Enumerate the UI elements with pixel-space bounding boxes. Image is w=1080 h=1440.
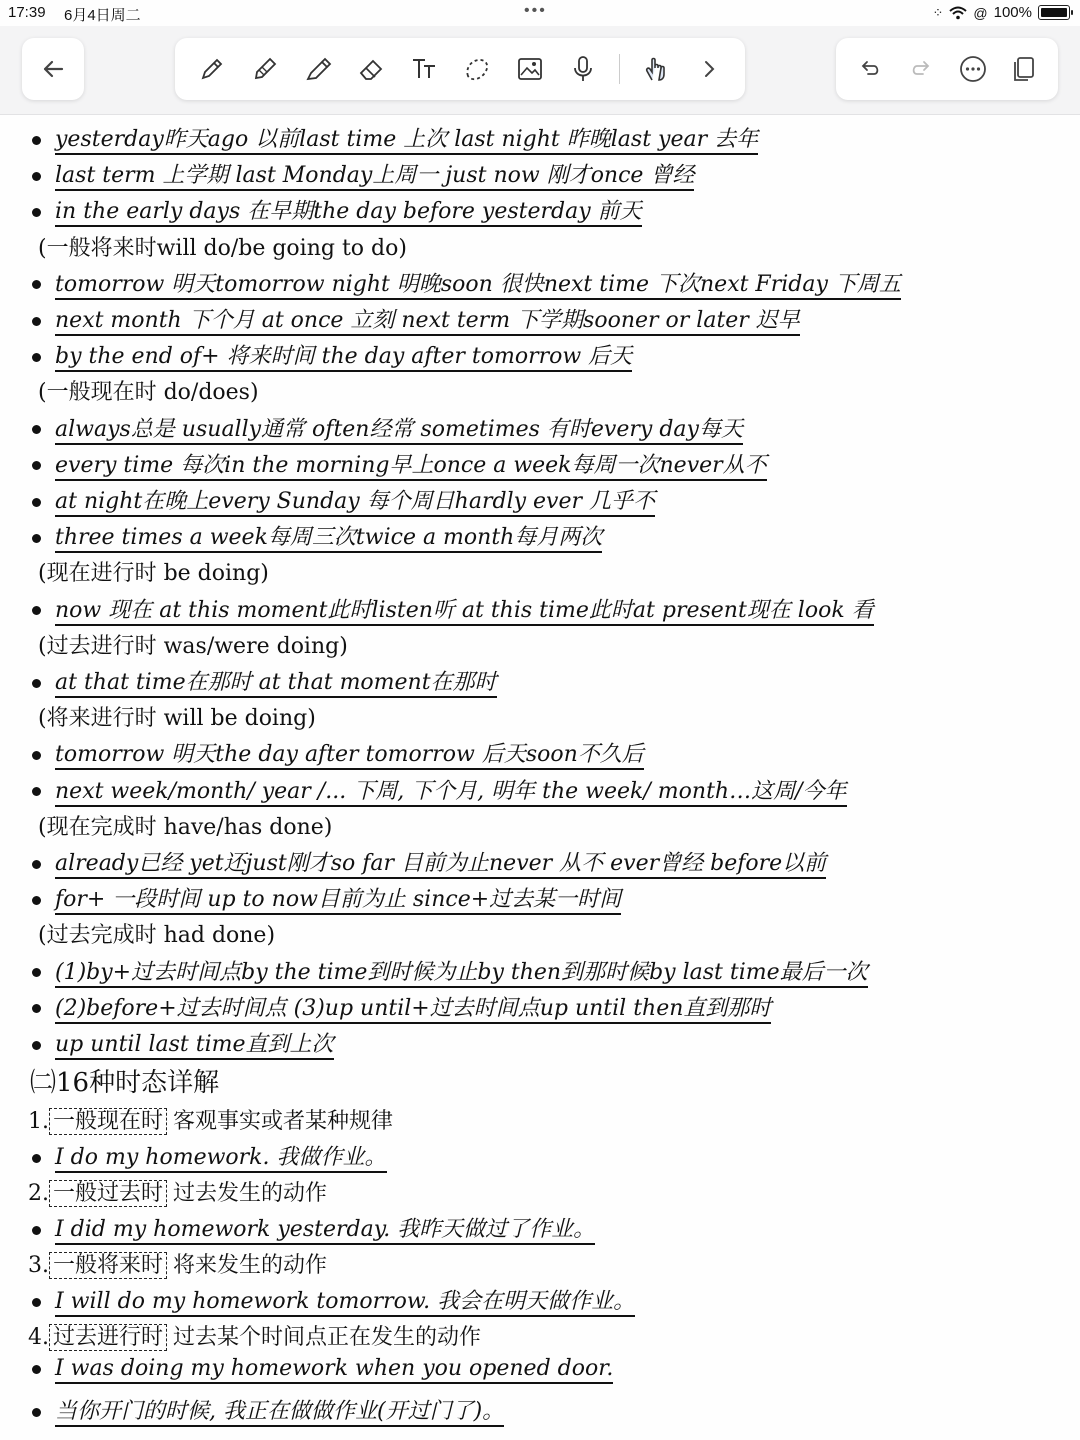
undo-icon xyxy=(855,54,885,84)
list-item xyxy=(32,122,758,153)
list-item xyxy=(32,991,771,1022)
redo-button[interactable] xyxy=(904,52,938,86)
list-item xyxy=(32,1027,334,1058)
list-item-text: at that time在那时 at that moment在那时 xyxy=(55,670,497,698)
example-sentence: I will do my homework tomorrow. 我会在明天做作业。 xyxy=(55,1289,635,1317)
pages-button[interactable] xyxy=(1007,52,1041,86)
back-button[interactable] xyxy=(22,38,84,100)
bullet-dot xyxy=(32,425,41,434)
list-item xyxy=(32,846,826,877)
redo-icon xyxy=(906,54,936,84)
list-item-text: already已经 yet还just刚才so far 目前为止never 从不 ever曾经 before以前 xyxy=(55,851,826,879)
pencil-icon xyxy=(250,54,280,84)
tense-number: 3. xyxy=(28,1253,49,1278)
bullet-dot xyxy=(32,461,41,470)
list-item-text: three times a week每周三次twice a month每月两次 xyxy=(55,525,602,553)
list-item-text: (2)before+过去时间点 (3)up until+过去时间点up until then直到那时 xyxy=(55,996,771,1024)
list-item xyxy=(32,593,874,624)
image-icon xyxy=(515,54,545,84)
example-sentence: I was doing my homework when you opened door. xyxy=(55,1356,613,1384)
list-item-text: tomorrow 明天tomorrow night 明晚soon 很快next time 下次next Friday 下周五 xyxy=(55,272,901,300)
tense-title xyxy=(28,1248,327,1279)
list-item xyxy=(32,1140,387,1171)
undo-button[interactable] xyxy=(853,52,887,86)
bullet-dot xyxy=(32,860,41,869)
list-item-text: next week/month/ year /... 下周, 下个月, 明年 the week/ month…这周/今年 xyxy=(55,779,847,807)
list-item xyxy=(32,339,632,370)
bullet-dot xyxy=(32,534,41,543)
tense-description: 过去某个时间点正在发生的动作 xyxy=(173,1325,482,1350)
list-item xyxy=(32,484,655,515)
text-icon xyxy=(409,54,439,84)
highlighter-tool[interactable] xyxy=(301,52,335,86)
wifi-icon xyxy=(949,6,967,20)
back-arrow-icon xyxy=(38,54,68,84)
orientation-lock-icon: @ xyxy=(973,4,988,21)
list-item-text: up until last time直到上次 xyxy=(55,1032,334,1060)
list-item-text: in the early days 在早期the day before yesterday 前天 xyxy=(55,199,642,227)
bullet-dot xyxy=(32,1041,41,1050)
highlighter-icon xyxy=(303,54,333,84)
example-sentence: I do my homework. 我做作业。 xyxy=(55,1145,387,1173)
multitask-dots[interactable]: ••• xyxy=(524,2,547,19)
list-item-text: always总是 usually通常 often经常 sometimes 有时every day每天 xyxy=(55,417,743,445)
pen-icon xyxy=(197,54,227,84)
bullet-dot xyxy=(32,353,41,362)
list-item xyxy=(32,955,868,986)
toolbar xyxy=(0,26,1080,115)
image-tool[interactable] xyxy=(513,52,547,86)
example-sentence: I did my homework yesterday. 我昨天做过了作业。 xyxy=(55,1217,595,1245)
tense-number: 1. xyxy=(28,1109,49,1134)
tense-description: 客观事实或者某种规律 xyxy=(173,1109,394,1134)
list-item xyxy=(32,737,644,768)
list-item xyxy=(32,448,767,479)
touch-mode-tool[interactable] xyxy=(639,52,673,86)
action-buttons xyxy=(836,38,1058,100)
list-item-text: last term 上学期 last Monday上周一 just now 刚才once 曾经 xyxy=(55,163,694,191)
list-item xyxy=(32,1284,635,1315)
list-item xyxy=(32,267,901,298)
last-line-text: 当你开门的时候, 我正在做做作业(开过门了)。 xyxy=(55,1399,504,1427)
battery-icon xyxy=(1038,5,1070,20)
tense-heading: (将来进行时 will be doing) xyxy=(38,706,316,732)
bullet-dot xyxy=(32,787,41,796)
list-item xyxy=(32,1212,595,1243)
pencil-tool[interactable] xyxy=(248,52,282,86)
list-item xyxy=(32,1394,504,1425)
bullet-dot xyxy=(32,208,41,217)
bullet-dot xyxy=(32,1004,41,1013)
tense-title xyxy=(28,1104,393,1135)
tense-name-box: 一般现在时 xyxy=(49,1108,167,1135)
battery-percent: 100% xyxy=(993,4,1032,21)
bullet-dot xyxy=(32,751,41,760)
tense-heading: (现在进行时 be doing) xyxy=(38,561,269,587)
toolbar-divider xyxy=(619,54,620,84)
list-item xyxy=(32,665,497,696)
list-item-text: every time 每次in the morning早上once a week每周一次never从不 xyxy=(55,453,767,481)
chevron-right-icon xyxy=(694,54,724,84)
more-icon xyxy=(958,54,988,84)
list-item-text: by the end of+ 将来时间 the day after tomorrow 后天 xyxy=(55,344,632,372)
list-item-text: at night在晚上every Sunday 每个周日hardly ever 几乎不 xyxy=(55,489,655,517)
eraser-icon xyxy=(356,54,386,84)
text-tool[interactable] xyxy=(407,52,441,86)
audio-tool[interactable] xyxy=(566,52,600,86)
tense-heading: (过去进行时 was/were doing) xyxy=(38,633,348,659)
list-item-text: now 现在 at this moment此时listen听 at this time此时at present现在 look 看 xyxy=(55,598,874,626)
list-item xyxy=(32,303,800,334)
bullet-dot xyxy=(32,1298,41,1307)
lasso-icon xyxy=(462,54,492,84)
bullet-dot xyxy=(32,172,41,181)
tense-title xyxy=(28,1320,481,1351)
bullet-dot xyxy=(32,1154,41,1163)
bullet-dot xyxy=(32,1408,41,1417)
tense-description: 过去发生的动作 xyxy=(173,1181,328,1206)
list-item-text: (1)by+过去时间点by the time到时候为止by then到那时候by last time最后一次 xyxy=(55,960,868,988)
status-right xyxy=(933,4,1071,21)
pages-icon xyxy=(1009,54,1039,84)
touch-hand-icon xyxy=(641,54,671,84)
bullet-dot xyxy=(32,498,41,507)
tense-description: 将来发生的动作 xyxy=(173,1253,328,1278)
list-item xyxy=(32,1356,613,1381)
tense-number: 2. xyxy=(28,1181,49,1206)
more-tools-button[interactable] xyxy=(692,52,726,86)
bullet-dot xyxy=(32,1365,41,1374)
lasso-tool[interactable] xyxy=(460,52,494,86)
pen-tool[interactable] xyxy=(195,52,229,86)
list-item xyxy=(32,882,621,913)
list-item-text: tomorrow 明天the day after tomorrow 后天soon不久后 xyxy=(55,742,644,770)
tense-number: 4. xyxy=(28,1325,49,1350)
list-item-text: for+ 一段时间 up to now目前为止 since+过去某一时间 xyxy=(55,887,621,915)
tense-heading: (现在完成时 have/has done) xyxy=(38,814,333,840)
note-canvas[interactable] xyxy=(0,118,1080,1440)
bullet-dot xyxy=(32,280,41,289)
list-item xyxy=(32,774,847,805)
tense-heading: (过去完成时 had done) xyxy=(38,923,276,949)
list-item xyxy=(32,520,602,551)
bullet-dot xyxy=(32,606,41,615)
signal-icon: ⁘ xyxy=(932,4,944,20)
list-item-text: next month 下个月 at once 立刻 next term 下学期sooner or later 迟早 xyxy=(55,308,800,336)
bullet-dot xyxy=(32,317,41,326)
list-item xyxy=(32,194,642,225)
bullet-dot xyxy=(32,896,41,905)
more-button[interactable] xyxy=(956,52,990,86)
status-date: 6月4日周二 xyxy=(64,7,141,24)
list-item-text: yesterday昨天ago 以前last time 上次 last night 昨晚last year 去年 xyxy=(55,127,758,155)
bullet-dot xyxy=(32,968,41,977)
section-title: ㈡16种时态详解 xyxy=(30,1068,220,1098)
status-time: 17:39 xyxy=(8,4,46,21)
tense-name-box: 一般将来时 xyxy=(49,1252,167,1279)
tense-name-box: 过去进行时 xyxy=(49,1324,167,1351)
tense-heading: (一般将来时will do/be going to do) xyxy=(38,235,407,261)
status-bar xyxy=(0,0,1080,26)
microphone-icon xyxy=(568,54,598,84)
list-item xyxy=(32,412,743,443)
tense-heading: (一般现在时 do/does) xyxy=(38,380,259,406)
bullet-dot xyxy=(32,679,41,688)
drawing-tools xyxy=(175,38,745,100)
bullet-dot xyxy=(32,136,41,145)
eraser-tool[interactable] xyxy=(354,52,388,86)
tense-name-box: 一般过去时 xyxy=(49,1180,167,1207)
bullet-dot xyxy=(32,1226,41,1235)
tense-title xyxy=(28,1176,327,1207)
list-item xyxy=(32,158,694,189)
